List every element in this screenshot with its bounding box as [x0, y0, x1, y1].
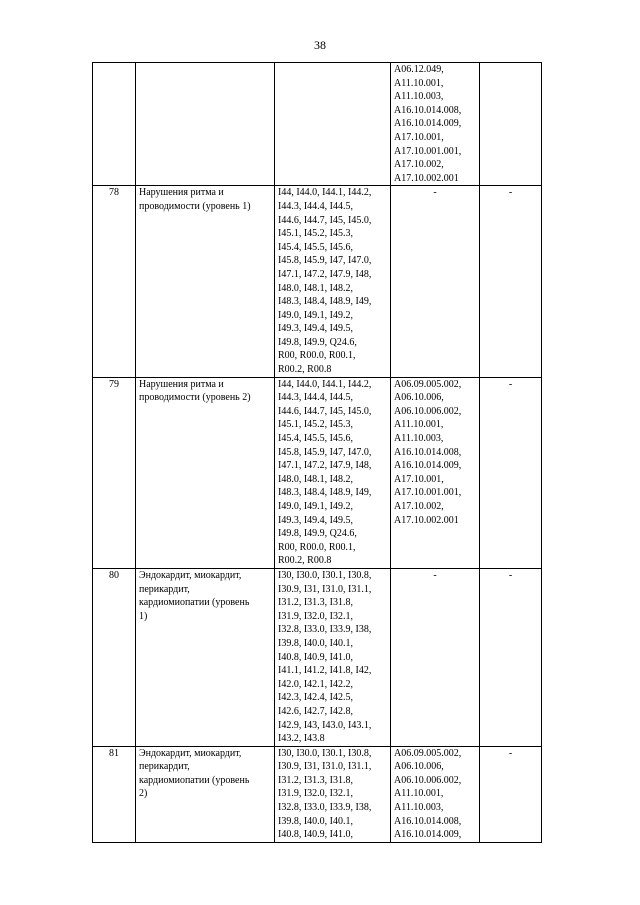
extra-dash: -: [508, 187, 513, 199]
group-name-line: Нарушения ритма и: [139, 378, 224, 390]
diagnosis-codes-cell: [275, 186, 391, 377]
extra-dash: -: [508, 569, 513, 581]
group-name-line: перикардит,: [139, 761, 190, 773]
extra-criteria-cell: [480, 746, 542, 842]
diagnosis-code-line: I45.8, I45.9, I47, I47.0,: [278, 255, 372, 267]
diagnosis-code-line: I44.3, I44.4, I44.5,: [278, 392, 353, 404]
diagnosis-code-line: I49.3, I49.4, I49.5,: [278, 323, 353, 335]
diagnosis-code-line: I44, I44.0, I44.1, I44.2,: [278, 187, 372, 199]
service-code-line: A16.10.014.008,: [394, 104, 462, 116]
service-code-line: A17.10.001,: [394, 473, 444, 485]
table-row: [93, 568, 542, 746]
service-code-line: A17.10.001.001,: [394, 487, 462, 499]
diagnosis-code-line: I30, I30.0, I30.1, I30.8,: [278, 747, 372, 759]
diagnosis-code-line: I49.8, I49.9, Q24.6,: [278, 528, 357, 540]
diagnosis-code-line: I41.1, I41.2, I41.8, I42,: [278, 665, 372, 677]
row-number: 81: [109, 747, 119, 759]
diagnosis-code-line: I42.3, I42.4, I42.5,: [278, 692, 353, 704]
row-number: 79: [109, 378, 119, 390]
group-name-line: 2): [139, 788, 148, 800]
service-code-line: A16.10.014.009,: [394, 460, 462, 472]
extra-criteria-cell: [480, 377, 542, 568]
diagnosis-code-line: I44.3, I44.4, I44.5,: [278, 200, 353, 212]
diagnosis-codes-cell: [275, 377, 391, 568]
diagnosis-code-line: I49.0, I49.1, I49.2,: [278, 309, 353, 321]
service-code-line: A11.10.001,: [394, 77, 444, 89]
group-name-line: кардиомиопатии (уровень: [139, 597, 250, 609]
diagnosis-code-line: I42.9, I43, I43.0, I43.1,: [278, 719, 372, 731]
diagnosis-code-line: I45.1, I45.2, I45.3,: [278, 419, 353, 431]
row-number-cell: [93, 186, 136, 377]
service-code-line: A11.10.001,: [394, 788, 444, 800]
service-code-line: A11.10.003,: [394, 91, 444, 103]
service-code-line: A17.10.002,: [394, 501, 444, 512]
extra-dash: -: [508, 378, 513, 390]
service-code-line: A16.10.014.009,: [394, 118, 462, 130]
diagnosis-code-line: I32.8, I33.0, I33.9, I38,: [278, 624, 372, 636]
diagnosis-code-line: I32.8, I33.0, I33.9, I38,: [278, 802, 372, 814]
diagnosis-code-line: I40.8, I40.9, I41.0,: [278, 829, 353, 841]
diagnosis-code-line: R00.2, R00.8: [278, 555, 332, 567]
service-codes-cell: [391, 186, 480, 377]
service-dash: -: [433, 569, 437, 581]
diagnosis-code-line: I45.4, I45.5, I45.6,: [278, 241, 353, 253]
service-code-line: A11.10.001,: [394, 419, 444, 431]
group-name-line: перикардит,: [139, 583, 190, 595]
group-name-cell: [136, 186, 275, 377]
row-number: 78: [109, 187, 119, 199]
diagnosis-code-line: I47.1, I47.2, I47.9, I48,: [278, 460, 372, 472]
diagnosis-code-line: I45.4, I45.5, I45.6,: [278, 433, 353, 445]
service-code-line: A17.10.001,: [394, 131, 444, 143]
group-name-line: кардиомиопатии (уровень: [139, 774, 250, 786]
service-code-line: A06.10.006,: [394, 392, 444, 404]
diagnosis-code-line: I31.9, I32.0, I32.1,: [278, 788, 353, 800]
diagnosis-code-line: I45.1, I45.2, I45.3,: [278, 228, 353, 240]
service-code-line: A06.10.006,: [394, 761, 444, 773]
group-name-line: проводимости (уровень 1): [139, 200, 251, 212]
service-code-line: A06.09.005.002,: [394, 378, 462, 390]
table-row: [93, 63, 542, 186]
service-code-line: A17.10.002,: [394, 159, 444, 171]
service-code-line: A17.10.002.001: [394, 172, 459, 184]
diagnosis-code-line: I48.0, I48.1, I48.2,: [278, 282, 353, 294]
table-row: [93, 186, 542, 377]
extra-criteria-cell: [480, 63, 542, 186]
diagnosis-code-line: I31.2, I31.3, I31.8,: [278, 597, 353, 609]
service-code-line: A11.10.003,: [394, 433, 444, 445]
page-number: 38: [314, 38, 326, 52]
diagnosis-code-line: I42.0, I42.1, I42.2,: [278, 678, 353, 690]
service-code-line: A17.10.001.001,: [394, 145, 462, 157]
diagnosis-code-line: R00, R00.0, R00.1,: [278, 541, 356, 553]
diagnosis-code-line: I30.9, I31, I31.0, I31.1,: [278, 583, 372, 595]
diagnosis-code-line: I48.3, I48.4, I48.9, I49,: [278, 296, 372, 308]
row-number-cell: [93, 746, 136, 842]
diagnosis-code-line: I42.6, I42.7, I42.8,: [278, 705, 353, 717]
row-number-cell: [93, 63, 136, 186]
group-name-cell: [136, 568, 275, 746]
service-code-line: A06.10.006.002,: [394, 405, 462, 417]
group-name-line: проводимости (уровень 2): [139, 392, 251, 404]
group-name-line: Эндокардит, миокардит,: [139, 747, 242, 759]
service-code-line: A06.10.006.002,: [394, 774, 462, 786]
diagnosis-code-line: I49.0, I49.1, I49.2,: [278, 501, 353, 512]
service-code-line: A11.10.003,: [394, 802, 444, 814]
service-codes-cell: [391, 746, 480, 842]
group-name-cell: [136, 63, 275, 186]
group-name-line: Нарушения ритма и: [139, 187, 224, 199]
extra-criteria-cell: [480, 568, 542, 746]
diagnosis-code-line: I40.8, I40.9, I41.0,: [278, 651, 353, 663]
diagnosis-code-line: I39.8, I40.0, I40.1,: [278, 815, 353, 827]
extra-criteria-cell: [480, 186, 542, 377]
service-dash: -: [433, 187, 437, 199]
diagnosis-code-line: R00, R00.0, R00.1,: [278, 350, 356, 362]
diagnosis-code-line: I47.1, I47.2, I47.9, I48,: [278, 268, 372, 280]
diagnosis-code-line: I30.9, I31, I31.0, I31.1,: [278, 761, 372, 773]
service-codes-cell: [391, 63, 480, 186]
service-code-line: A16.10.014.008,: [394, 815, 462, 827]
diagnosis-code-line: I30, I30.0, I30.1, I30.8,: [278, 569, 372, 581]
row-number-cell: [93, 568, 136, 746]
service-code-line: A06.12.049,: [394, 64, 444, 75]
diagnosis-code-line: I45.8, I45.9, I47, I47.0,: [278, 446, 372, 458]
table-row: [93, 746, 542, 842]
group-name-line: Эндокардит, миокардит,: [139, 569, 242, 581]
diagnosis-code-line: I44.6, I44.7, I45, I45.0,: [278, 214, 372, 226]
group-name-cell: [136, 377, 275, 568]
table-body: [93, 63, 542, 843]
diagnosis-code-line: I44.6, I44.7, I45, I45.0,: [278, 405, 372, 417]
diagnosis-code-line: I44, I44.0, I44.1, I44.2,: [278, 378, 372, 390]
diagnosis-code-line: I39.8, I40.0, I40.1,: [278, 637, 353, 649]
service-code-line: A16.10.014.008,: [394, 446, 462, 458]
diagnosis-codes-cell: [275, 568, 391, 746]
service-codes-cell: [391, 377, 480, 568]
diagnosis-code-line: I49.8, I49.9, Q24.6,: [278, 336, 357, 348]
diagnosis-codes-cell: [275, 746, 391, 842]
service-code-line: A17.10.002.001: [394, 514, 459, 526]
service-codes-cell: [391, 568, 480, 746]
diagnosis-codes-cell: [275, 63, 391, 186]
tariff-table: [92, 62, 542, 843]
group-name-line: 1): [139, 610, 148, 622]
group-name-cell: [136, 746, 275, 842]
diagnosis-code-line: I31.2, I31.3, I31.8,: [278, 774, 353, 786]
diagnosis-code-line: I48.0, I48.1, I48.2,: [278, 473, 353, 485]
service-code-line: A06.09.005.002,: [394, 747, 462, 759]
extra-dash: -: [508, 747, 513, 759]
diagnosis-code-line: R00.2, R00.8: [278, 364, 332, 376]
row-number-cell: [93, 377, 136, 568]
diagnosis-code-line: I31.9, I32.0, I32.1,: [278, 610, 353, 622]
service-code-line: A16.10.014.009,: [394, 829, 462, 841]
row-number: 80: [109, 569, 119, 581]
table-row: [93, 377, 542, 568]
diagnosis-code-line: I48.3, I48.4, I48.9, I49,: [278, 487, 372, 499]
diagnosis-code-line: I49.3, I49.4, I49.5,: [278, 514, 353, 526]
diagnosis-code-line: I43.2, I43.8: [278, 733, 325, 745]
